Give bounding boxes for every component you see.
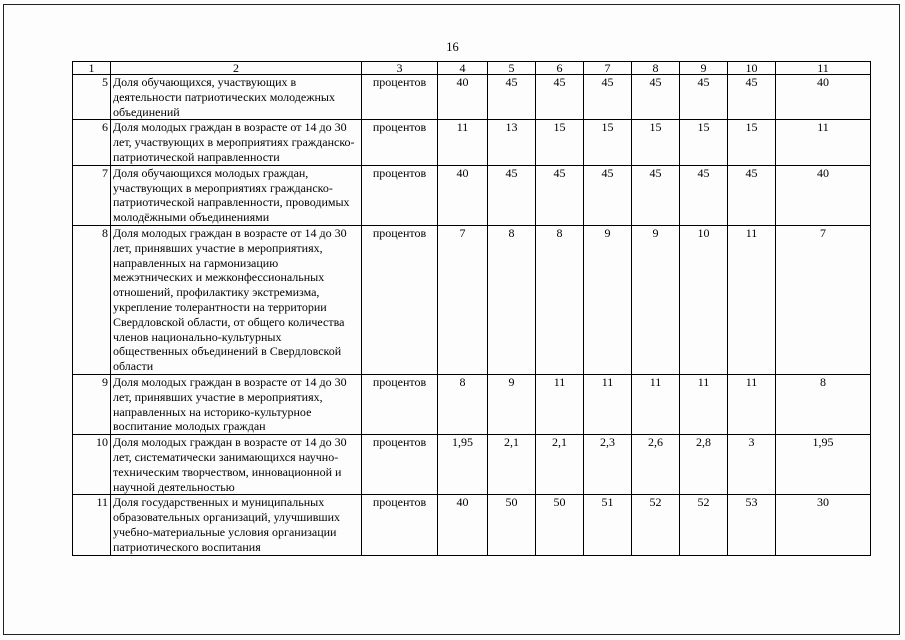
table-row xyxy=(73,120,871,165)
value-cell: 2,8 xyxy=(680,435,728,495)
value-cell: 9 xyxy=(584,225,632,374)
unit-cell: процентов xyxy=(362,435,438,495)
indicator-name: Доля молодых граждан в возрасте от 14 до 30 лет, принявших участие в мероприятиях, направленных на гармонизацию межэтнических и межконфессиональных отношений, профилактику экстремизма, укрепление толерантности на территории Свердловской области, от общего количества членов национально-культурных общественных объединений в Свердловской области xyxy=(111,225,362,374)
value-cell: 45 xyxy=(536,75,584,120)
indicator-name: Доля молодых граждан в возрасте от 14 до 30 лет, принявших участие в мероприятиях, направленных на историко-культурное воспитание молодых граждан xyxy=(111,374,362,434)
value-cell: 15 xyxy=(584,120,632,165)
value-cell: 2,1 xyxy=(536,435,584,495)
value-cell: 1,95 xyxy=(776,435,871,495)
value-cell: 40 xyxy=(438,75,488,120)
table-row xyxy=(73,75,871,120)
value-cell: 2,1 xyxy=(488,435,536,495)
row-number: 5 xyxy=(73,75,111,120)
value-cell: 1,95 xyxy=(438,435,488,495)
row-number: 10 xyxy=(73,435,111,495)
header-cell: 6 xyxy=(536,62,584,75)
unit-cell: процентов xyxy=(362,75,438,120)
value-cell: 40 xyxy=(438,165,488,225)
table-row xyxy=(73,225,871,374)
value-cell: 40 xyxy=(776,75,871,120)
value-cell: 45 xyxy=(536,165,584,225)
unit-cell: процентов xyxy=(362,495,438,555)
value-cell: 15 xyxy=(680,120,728,165)
header-cell: 7 xyxy=(584,62,632,75)
header-cell: 11 xyxy=(776,62,871,75)
header-cell: 3 xyxy=(362,62,438,75)
unit-cell: процентов xyxy=(362,374,438,434)
value-cell: 8 xyxy=(776,374,871,434)
value-cell: 10 xyxy=(680,225,728,374)
table-row xyxy=(73,435,871,495)
table-row xyxy=(73,165,871,225)
table-row xyxy=(73,495,871,555)
value-cell: 51 xyxy=(584,495,632,555)
header-cell: 1 xyxy=(73,62,111,75)
row-number: 8 xyxy=(73,225,111,374)
value-cell: 2,3 xyxy=(584,435,632,495)
value-cell: 7 xyxy=(776,225,871,374)
row-number: 6 xyxy=(73,120,111,165)
value-cell: 45 xyxy=(584,165,632,225)
value-cell: 45 xyxy=(728,75,776,120)
value-cell: 50 xyxy=(488,495,536,555)
row-number: 7 xyxy=(73,165,111,225)
value-cell: 52 xyxy=(680,495,728,555)
unit-cell: процентов xyxy=(362,165,438,225)
indicator-name: Доля обучающихся, участвующих в деятельности патриотических молодежных объединений xyxy=(111,75,362,120)
value-cell: 8 xyxy=(488,225,536,374)
value-cell: 15 xyxy=(536,120,584,165)
header-cell: 5 xyxy=(488,62,536,75)
value-cell: 2,6 xyxy=(632,435,680,495)
value-cell: 8 xyxy=(536,225,584,374)
value-cell: 45 xyxy=(584,75,632,120)
indicator-name: Доля обучающихся молодых граждан, участвующих в мероприятиях гражданско-патриотической направленности, проводимых молодёжными объединениями xyxy=(111,165,362,225)
value-cell: 45 xyxy=(680,165,728,225)
value-cell: 11 xyxy=(632,374,680,434)
header-cell: 2 xyxy=(111,62,362,75)
value-cell: 11 xyxy=(438,120,488,165)
header-cell: 9 xyxy=(680,62,728,75)
value-cell: 8 xyxy=(438,374,488,434)
table-row xyxy=(73,374,871,434)
header-cell: 8 xyxy=(632,62,680,75)
value-cell: 11 xyxy=(584,374,632,434)
value-cell: 11 xyxy=(680,374,728,434)
indicator-name: Доля молодых граждан в возрасте от 14 до 30 лет, систематически занимающихся научно-техническим творчеством, инновационной и научной деятельностью xyxy=(111,435,362,495)
unit-cell: процентов xyxy=(362,225,438,374)
indicator-name: Доля молодых граждан в возрасте от 14 до 30 лет, участвующих в мероприятиях гражданско-патриотической направленности xyxy=(111,120,362,165)
value-cell: 13 xyxy=(488,120,536,165)
value-cell: 45 xyxy=(632,165,680,225)
value-cell: 30 xyxy=(776,495,871,555)
value-cell: 11 xyxy=(536,374,584,434)
value-cell: 52 xyxy=(632,495,680,555)
value-cell: 9 xyxy=(488,374,536,434)
value-cell: 45 xyxy=(488,75,536,120)
value-cell: 53 xyxy=(728,495,776,555)
value-cell: 45 xyxy=(488,165,536,225)
value-cell: 45 xyxy=(680,75,728,120)
row-number: 11 xyxy=(73,495,111,555)
value-cell: 45 xyxy=(728,165,776,225)
unit-cell: процентов xyxy=(362,120,438,165)
indicators-table xyxy=(72,61,871,556)
value-cell: 40 xyxy=(776,165,871,225)
value-cell: 40 xyxy=(438,495,488,555)
indicator-name: Доля государственных и муниципальных образовательных организаций, улучшивших учебно-материальные условия организации патриотического воспитания xyxy=(111,495,362,555)
value-cell: 7 xyxy=(438,225,488,374)
value-cell: 45 xyxy=(632,75,680,120)
value-cell: 11 xyxy=(728,374,776,434)
value-cell: 9 xyxy=(632,225,680,374)
header-cell: 10 xyxy=(728,62,776,75)
row-number: 9 xyxy=(73,374,111,434)
table-body xyxy=(73,62,871,556)
value-cell: 11 xyxy=(776,120,871,165)
header-cell: 4 xyxy=(438,62,488,75)
value-cell: 15 xyxy=(632,120,680,165)
header-row xyxy=(73,62,871,75)
value-cell: 3 xyxy=(728,435,776,495)
value-cell: 50 xyxy=(536,495,584,555)
value-cell: 15 xyxy=(728,120,776,165)
value-cell: 11 xyxy=(728,225,776,374)
page-number: 16 xyxy=(446,40,459,54)
